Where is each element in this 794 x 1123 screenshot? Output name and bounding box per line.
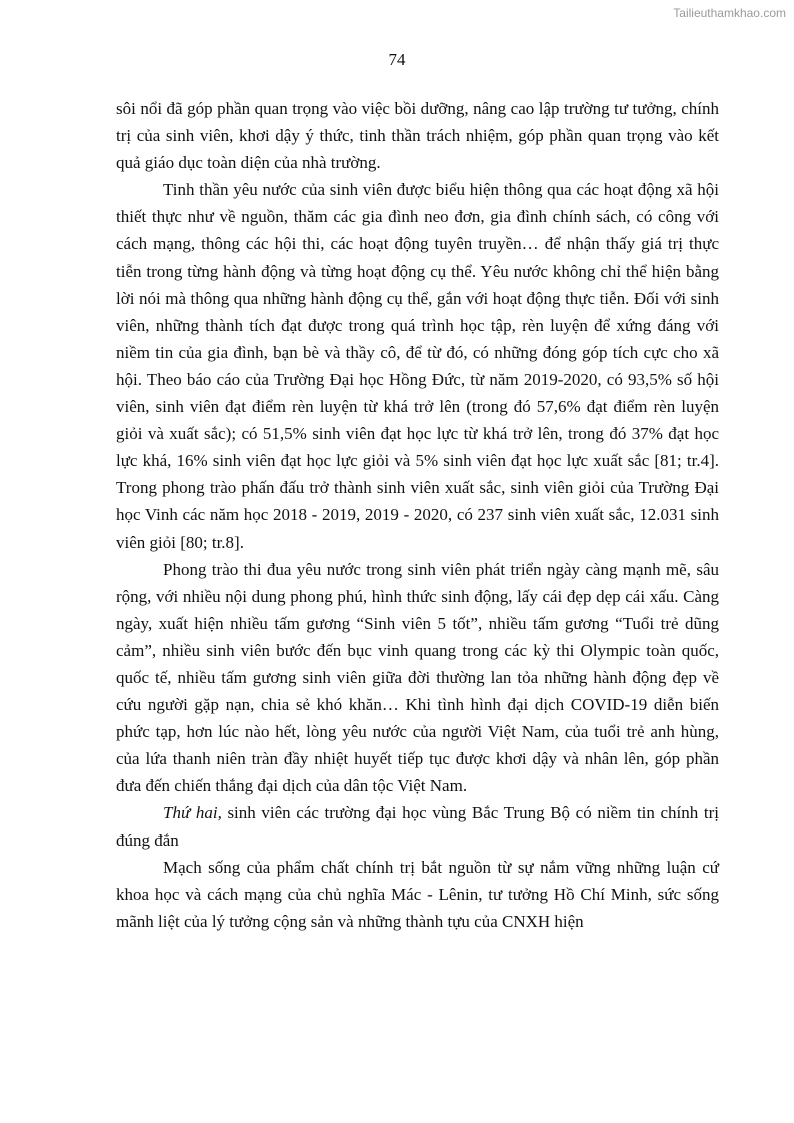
document-body [116, 95, 719, 935]
paragraph-4-lead: Thứ hai, [163, 803, 222, 823]
paragraph-2: Tinh thần yêu nước của sinh viên được biểu hiện thông qua các hoạt động xã hội thiết thực như về nguồn, thăm các gia đình neo đơn, gia đình chính sách, có công với cách mạng, thông các hội thi, các hoạt động tuyên truyền… để nhận thấy giá trị thực tiễn trong từng hành động và từng hoạt động cụ thể. Yêu nước không chỉ thể hiện bằng lời nói mà thông qua những hành động cụ thể, gắn với hoạt động thực tiễn. Đối với sinh viên, những thành tích đạt được trong quá trình học tập, rèn luyện để xứng đáng với niềm tin của gia đình, bạn bè và thầy cô, để từ đó, có những đóng góp tích cực cho xã hội. Theo báo cáo của Trường Đại học Hồng Đức, từ năm 2019-2020, có 93,5% số hội viên, sinh viên đạt điểm rèn luyện từ khá trở lên (trong đó 57,6% đạt điểm rèn luyện giỏi và xuất sắc); có 51,5% sinh viên đạt học lực từ khá trở lên, trong đó 37% đạt học lực khá, 16% sinh viên đạt học lực giỏi và 5% sinh viên đạt học lực xuất sắc [81; tr.4]. Trong phong trào phấn đấu trở thành sinh viên xuất sắc, sinh viên giỏi của Trường Đại học Vinh các năm học 2018 - 2019, 2019 - 2020, có 237 sinh viên xuất sắc, 12.031 sinh viên giỏi [80; tr.8]. [116, 180, 719, 552]
paragraph-5: Mạch sống của phẩm chất chính trị bắt nguồn từ sự nắm vững những luận cứ khoa học và cách mạng của chủ nghĩa Mác - Lênin, tư tưởng Hồ Chí Minh, sức sống mãnh liệt của lý tưởng cộng sản và những thành tựu của CNXH hiện [116, 857, 719, 931]
page-number: 74 [388, 50, 406, 69]
paragraph-1: sôi nổi đã góp phần quan trọng vào việc bồi dưỡng, nâng cao lập trường tư tưởng, chính trị của sinh viên, khơi dậy ý thức, tinh thần trách nhiệm, góp phần quan trọng vào kết quả giáo dục toàn diện của nhà trường. [116, 99, 719, 173]
paragraph-4-text: sinh viên các trường đại học vùng Bắc Trung Bộ có niềm tin chính trị đúng đắn [116, 803, 719, 850]
paragraph-3: Phong trào thi đua yêu nước trong sinh viên phát triển ngày càng mạnh mẽ, sâu rộng, với nhiều nội dung phong phú, hình thức sinh động, lấy cái đẹp dẹp cái xấu. Càng ngày, xuất hiện nhiều tấm gương “Sinh viên 5 tốt”, nhiều tấm gương “Tuổi trẻ dũng cảm”, nhiều sinh viên bước đến bục vinh quang trong các kỳ thi Olympic toàn quốc, quốc tế, nhiều tấm gương sinh viên giữa đời thường lan tỏa những hành động đẹp về cứu người gặp nạn, chia sẻ khó khăn… Khi tình hình đại dịch COVID-19 diễn biến phức tạp, hơn lúc nào hết, lòng yêu nước của người Việt Nam, của tuổi trẻ anh hùng, của lứa thanh niên tràn đầy nhiệt huyết tiếp tục được khơi dậy và nhân lên, góp phần đưa đến chiến thắng đại dịch của dân tộc Việt Nam. [116, 559, 719, 796]
watermark: Tailieuthamkhao.com [673, 6, 786, 20]
paragraph-4 [116, 799, 719, 853]
